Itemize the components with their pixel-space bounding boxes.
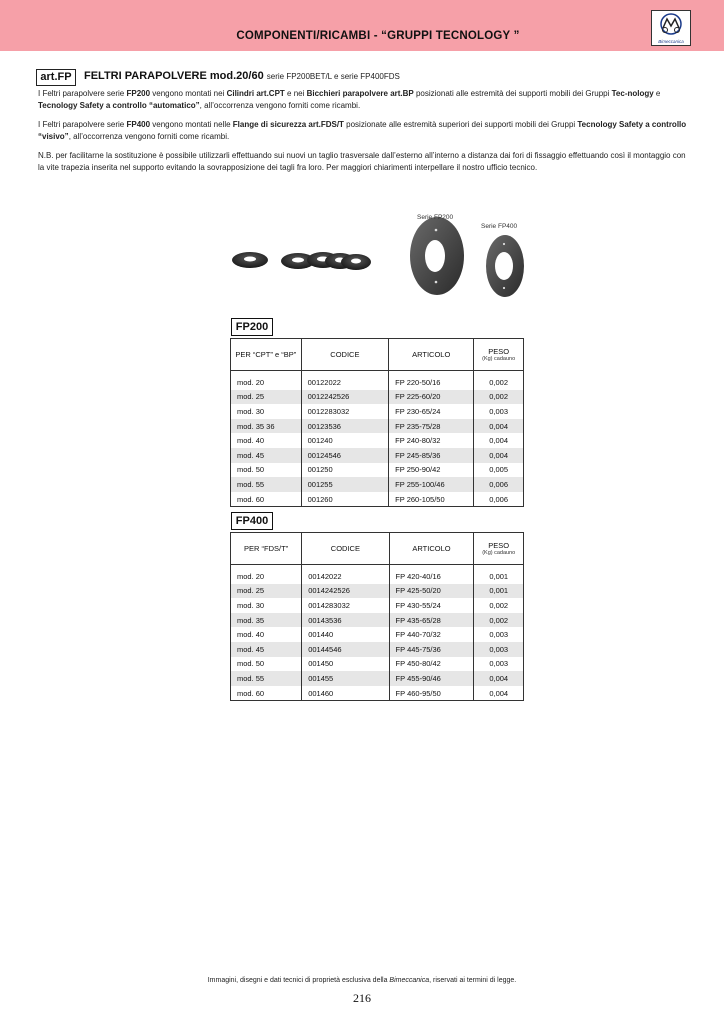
- paragraph-run: Tecnology Safety a controllo “automatico”: [38, 101, 200, 111]
- cell-peso: 0,005: [474, 463, 524, 478]
- paragraph-run: posizionate alle estremità superiori dei supporti mobili dei Gruppi: [343, 120, 578, 129]
- cell-articolo: FP 430-55/24: [389, 598, 474, 613]
- cell-peso: 0,003: [474, 627, 524, 642]
- paragraph-run: e: [653, 89, 661, 98]
- article-subtitle: serie FP200BET/L e serie FP400FDS: [266, 72, 400, 81]
- cell-model: mod. 55: [231, 477, 302, 492]
- table-row: [231, 492, 524, 507]
- cell-codice: 00123536: [301, 419, 389, 434]
- cell-codice: 001450: [302, 657, 389, 672]
- paragraph-run: Tecnology Safety a controllo “visivo”: [38, 120, 687, 142]
- cell-model: mod. 30: [231, 598, 302, 613]
- table-fp200-tag: FP200: [231, 318, 273, 336]
- table-row: [231, 584, 524, 599]
- paragraph-run: FP200: [126, 89, 151, 98]
- footer-text-before: Immagini, disegni e dati tecnici di proprietà esclusiva della: [207, 977, 390, 984]
- paragraph-run: N.B. per facilitarne la sostituzione è possibile utilizzarli effettuando sui nuovi un taglio trasversale dall’esterno all’interno a distanza dai fori di fissaggio effettuando così il montaggio con la vite trapezia inserita nel supporto evitando la sovrapposizione dei tagli fra loro. Per maggiori chiarimenti interpellare il nostro ufficio tecnico.: [38, 151, 686, 173]
- cell-model: mod. 55: [231, 671, 302, 686]
- col-header-codice: CODICE: [301, 339, 389, 371]
- paragraph-run: Cilindri art.CPT: [226, 89, 285, 98]
- paragraph-run: vengono montati nelle: [150, 120, 233, 129]
- table-row: [231, 657, 524, 672]
- cell-peso: 0,002: [474, 390, 524, 405]
- photo-label-fp400: Serie FP400: [481, 223, 518, 230]
- cell-model: mod. 40: [231, 433, 302, 448]
- article-heading: [84, 70, 400, 82]
- copyright-footer: [0, 977, 724, 984]
- cell-peso: 0,002: [474, 613, 524, 628]
- description-note-paragraph: [38, 150, 688, 174]
- photo-label-fp200: Serie FP200: [417, 214, 454, 221]
- cell-codice: 001255: [301, 477, 389, 492]
- cell-model: mod. 45: [231, 642, 302, 657]
- paragraph-run: I Feltri parapolvere serie: [38, 120, 127, 129]
- cell-peso: 0,003: [474, 404, 524, 419]
- cell-articolo: FP 245-85/36: [389, 448, 474, 463]
- col-header-peso-label: PESO: [488, 541, 510, 550]
- table-row: [231, 375, 524, 390]
- table-row: [231, 477, 524, 492]
- cell-model: mod. 25: [231, 390, 302, 405]
- paragraph-run: Bicchieri parapolvere art.BP: [306, 89, 414, 98]
- cell-articolo: FP 240-80/32: [389, 433, 474, 448]
- footer-text-after: , riservati ai termini di legge.: [429, 977, 517, 984]
- table-row: [231, 463, 524, 478]
- cell-codice: 0014242526: [302, 584, 389, 599]
- table-row: [231, 433, 524, 448]
- cell-peso: 0,002: [474, 598, 524, 613]
- cell-articolo: FP 260-105/50: [389, 492, 474, 507]
- cell-articolo: FP 435-65/28: [389, 613, 474, 628]
- col-header-peso-unit: (Kg) cadauno: [482, 550, 516, 556]
- cell-peso: 0,006: [474, 477, 524, 492]
- paragraph-run: vengono montati nei: [150, 89, 227, 98]
- cell-model: mod. 45: [231, 448, 302, 463]
- cell-articolo: FP 420-40/16: [389, 569, 474, 584]
- logo-emblem-icon: [652, 11, 690, 37]
- cell-articolo: FP 460-95/50: [389, 686, 474, 701]
- table-row: [231, 613, 524, 628]
- table-row: [231, 569, 524, 584]
- cell-articolo: FP 450-80/42: [389, 657, 474, 672]
- cell-peso: 0,006: [474, 492, 524, 507]
- table-row: [231, 671, 524, 686]
- col-header-peso: [474, 339, 524, 371]
- table-fp400: [230, 532, 524, 701]
- table-fp200: [230, 338, 524, 507]
- cell-articolo: FP 425-50/20: [389, 584, 474, 599]
- cell-model: mod. 35 36: [231, 419, 302, 434]
- page-header: [0, 0, 724, 51]
- paragraph-run: , all’occorrenza vengono forniti come ricambi.: [68, 132, 230, 142]
- table-row: [231, 686, 524, 701]
- cell-model: mod. 60: [231, 686, 302, 701]
- cell-model: mod. 50: [231, 463, 302, 478]
- cell-articolo: FP 440-70/32: [389, 627, 474, 642]
- cell-articolo: FP 250-90/42: [389, 463, 474, 478]
- cell-codice: 001250: [301, 463, 389, 478]
- col-header-peso-label: PESO: [488, 347, 510, 356]
- footer-brand: Bimeccanica: [389, 977, 430, 984]
- table-row: [231, 404, 524, 419]
- cell-peso: 0,004: [474, 686, 524, 701]
- cell-articolo: FP 220-50/16: [389, 375, 474, 390]
- cell-articolo: FP 445-75/36: [389, 642, 474, 657]
- cell-model: mod. 50: [231, 657, 302, 672]
- cell-model: mod. 60: [231, 492, 302, 507]
- table-row: [231, 642, 524, 657]
- cell-model: mod. 40: [231, 627, 302, 642]
- cell-articolo: FP 230-65/24: [389, 404, 474, 419]
- table-row: [231, 419, 524, 434]
- cell-model: mod. 35: [231, 613, 302, 628]
- col-header-peso: [474, 533, 524, 565]
- paragraph-run: Flange di sicurezza art.FDS/T: [232, 120, 344, 129]
- table-row: [231, 390, 524, 405]
- cell-articolo: FP 235-75/28: [389, 419, 474, 434]
- cell-peso: 0,004: [474, 671, 524, 686]
- col-header-per: PER “CPT” e “BP”: [231, 339, 302, 371]
- page-number: 216: [353, 991, 371, 1005]
- article-code-box: art.FP: [36, 69, 76, 86]
- cell-codice: 0012283032: [301, 404, 389, 419]
- cell-codice: 0014283032: [302, 598, 389, 613]
- table-header-row: [231, 533, 524, 565]
- company-logo: [651, 10, 691, 46]
- table-row: [231, 448, 524, 463]
- cell-peso: 0,003: [474, 657, 524, 672]
- col-header-articolo: ARTICOLO: [389, 339, 474, 371]
- cell-codice: 001460: [302, 686, 389, 701]
- article-title: FELTRI PARAPOLVERE mod.20/60: [84, 70, 264, 82]
- table-header-row: [231, 339, 524, 371]
- col-header-peso-unit: (Kg) cadauno: [482, 356, 516, 362]
- description-paragraph-2: [38, 119, 688, 143]
- cell-codice: 001240: [301, 433, 389, 448]
- cell-codice: 001260: [301, 492, 389, 507]
- cell-peso: 0,004: [474, 433, 524, 448]
- paragraph-run: I Feltri parapolvere serie: [38, 89, 127, 98]
- cell-codice: 001455: [302, 671, 389, 686]
- cell-model: mod. 20: [231, 375, 302, 390]
- paragraph-run: FP400: [126, 120, 151, 129]
- cell-peso: 0,001: [474, 569, 524, 584]
- paragraph-run: e nei: [284, 89, 307, 98]
- paragraph-run: , all’occorrenza vengono forniti come ricambi.: [199, 101, 361, 111]
- page-title: COMPONENTI/RICAMBI - “GRUPPI TECNOLOGY ”: [236, 30, 520, 42]
- paragraph-run: posizionati alle estremità dei supporti mobili dei Gruppi: [413, 89, 612, 98]
- cell-model: mod. 20: [231, 569, 302, 584]
- cell-articolo: FP 455-90/46: [389, 671, 474, 686]
- cell-codice: 00124546: [301, 448, 389, 463]
- cell-codice: 00122022: [301, 375, 389, 390]
- cell-peso: 0,001: [474, 584, 524, 599]
- col-header-articolo: ARTICOLO: [389, 533, 474, 565]
- table-row: [231, 598, 524, 613]
- cell-codice: 00144546: [302, 642, 389, 657]
- cell-model: mod. 25: [231, 584, 302, 599]
- cell-codice: 001440: [302, 627, 389, 642]
- cell-peso: 0,004: [474, 448, 524, 463]
- col-header-codice: CODICE: [302, 533, 389, 565]
- cell-articolo: FP 255-100/46: [389, 477, 474, 492]
- description-paragraph-1: [38, 88, 688, 112]
- cell-model: mod. 30: [231, 404, 302, 419]
- cell-codice: 00142022: [302, 569, 389, 584]
- cell-articolo: FP 225-60/20: [389, 390, 474, 405]
- table-row: [231, 627, 524, 642]
- cell-peso: 0,002: [474, 375, 524, 390]
- cell-peso: 0,004: [474, 419, 524, 434]
- col-header-per: PER “FDS/T”: [231, 533, 302, 565]
- cell-codice: 0012242526: [301, 390, 389, 405]
- logo-text: Bimeccanica: [658, 39, 684, 44]
- cell-peso: 0,003: [474, 642, 524, 657]
- paragraph-run: Tec-nology: [611, 89, 654, 98]
- table-fp400-tag: FP400: [231, 512, 273, 530]
- cell-codice: 00143536: [302, 613, 389, 628]
